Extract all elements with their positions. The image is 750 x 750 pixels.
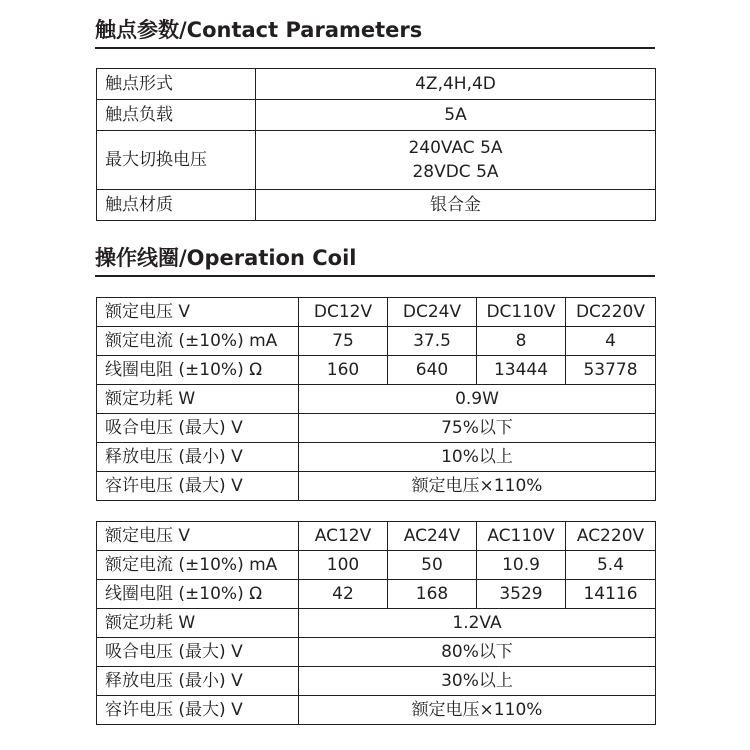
rated-voltage-value: AC24V: [388, 522, 477, 551]
rated-power-value: 0.9W: [299, 385, 656, 414]
table-row: [97, 131, 656, 190]
rated-voltage-value: DC220V: [566, 298, 656, 327]
coil-resistance-label: 线圈电阻 (±10%) Ω: [97, 580, 299, 609]
allowable-voltage-value: 额定电压×110%: [299, 696, 656, 725]
pickup-voltage-value: 80%以下: [299, 638, 656, 667]
table-row: [97, 667, 656, 696]
table-row: [97, 190, 656, 221]
rated-voltage-value: DC24V: [388, 298, 477, 327]
rated-current-label: 额定电流 (±10%) mA: [97, 327, 299, 356]
max-switching-voltage-label: 最大切换电压: [97, 131, 256, 190]
dc-coil-table: [96, 297, 656, 501]
rated-current-value: 100: [299, 551, 388, 580]
rated-current-value: 75: [299, 327, 388, 356]
table-row: [97, 551, 656, 580]
contact-parameters-table: [96, 68, 656, 221]
release-voltage-value: 30%以上: [299, 667, 656, 696]
rated-current-value: 37.5: [388, 327, 477, 356]
table-row: [97, 327, 656, 356]
pickup-voltage-label: 吸合电压 (最大) V: [97, 414, 299, 443]
rated-voltage-value: DC12V: [299, 298, 388, 327]
table-row: [97, 472, 656, 501]
table-row: [97, 522, 656, 551]
coil-resistance-value: 13444: [477, 356, 566, 385]
table-row: [97, 443, 656, 472]
table-row: [97, 356, 656, 385]
rated-voltage-value: AC110V: [477, 522, 566, 551]
table-row: [97, 638, 656, 667]
coil-resistance-value: 53778: [566, 356, 656, 385]
rated-voltage-value: AC220V: [566, 522, 656, 551]
ac-coil-table: [96, 521, 656, 725]
coil-resistance-value: 168: [388, 580, 477, 609]
coil-resistance-label: 线圈电阻 (±10%) Ω: [97, 356, 299, 385]
rated-current-value: 50: [388, 551, 477, 580]
rated-voltage-value: AC12V: [299, 522, 388, 551]
rated-current-label: 额定电流 (±10%) mA: [97, 551, 299, 580]
release-voltage-label: 释放电压 (最小) V: [97, 667, 299, 696]
contact-parameters-title: 触点参数/Contact Parameters: [95, 17, 655, 49]
contact-material-label: 触点材质: [97, 190, 256, 221]
release-voltage-value: 10%以上: [299, 443, 656, 472]
contact-form-value: 4Z,4H,4D: [256, 69, 656, 100]
pickup-voltage-label: 吸合电压 (最大) V: [97, 638, 299, 667]
contact-load-value: 5A: [256, 100, 656, 131]
contact-material-value: 银合金: [256, 190, 656, 221]
table-row: [97, 385, 656, 414]
rated-current-value: 4: [566, 327, 656, 356]
rated-voltage-value: DC110V: [477, 298, 566, 327]
max-switching-voltage-dc: 28VDC 5A: [412, 162, 499, 182]
rated-current-value: 5.4: [566, 551, 656, 580]
table-row: [97, 100, 656, 131]
max-switching-voltage-ac: 240VAC 5A: [408, 138, 503, 158]
operation-coil-title: 操作线圈/Operation Coil: [95, 245, 655, 277]
table-row: [97, 69, 656, 100]
rated-current-value: 8: [477, 327, 566, 356]
allowable-voltage-label: 容许电压 (最大) V: [97, 472, 299, 501]
coil-resistance-value: 42: [299, 580, 388, 609]
max-switching-voltage-value: [256, 131, 656, 190]
table-row: [97, 696, 656, 725]
rated-power-label: 额定功耗 W: [97, 385, 299, 414]
table-row: [97, 580, 656, 609]
coil-resistance-value: 3529: [477, 580, 566, 609]
rated-current-value: 10.9: [477, 551, 566, 580]
coil-resistance-value: 14116: [566, 580, 656, 609]
rated-power-label: 额定功耗 W: [97, 609, 299, 638]
allowable-voltage-label: 容许电压 (最大) V: [97, 696, 299, 725]
table-row: [97, 414, 656, 443]
table-row: [97, 298, 656, 327]
pickup-voltage-value: 75%以下: [299, 414, 656, 443]
rated-voltage-label: 额定电压 V: [97, 298, 299, 327]
coil-resistance-value: 160: [299, 356, 388, 385]
rated-power-value: 1.2VA: [299, 609, 656, 638]
allowable-voltage-value: 额定电压×110%: [299, 472, 656, 501]
table-row: [97, 609, 656, 638]
contact-load-label: 触点负载: [97, 100, 256, 131]
coil-resistance-value: 640: [388, 356, 477, 385]
rated-voltage-label: 额定电压 V: [97, 522, 299, 551]
release-voltage-label: 释放电压 (最小) V: [97, 443, 299, 472]
contact-form-label: 触点形式: [97, 69, 256, 100]
